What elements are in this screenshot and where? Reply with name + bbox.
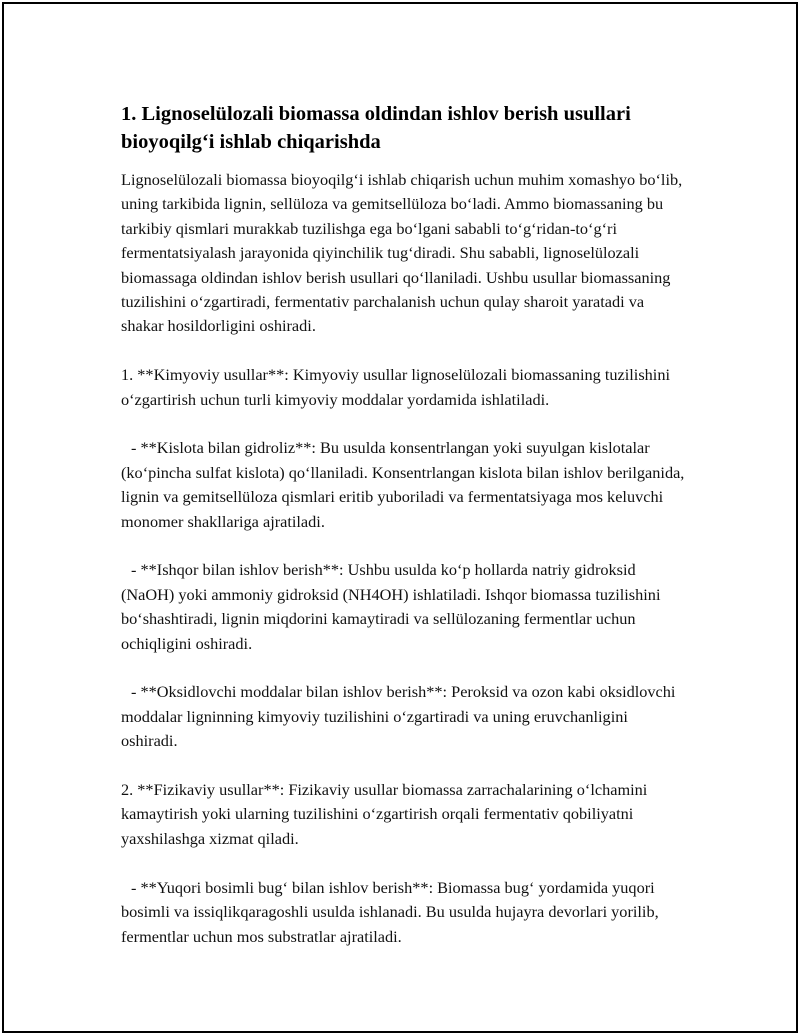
page-frame	[2, 2, 798, 1033]
document-body	[121, 100, 687, 973]
alkali-treatment-paragraph: - **Ishqor bilan ishlov berish**: Ushbu usulda ko‘p hollarda natriy gidroksid (NaOH) yoki ammoniy gidroksid (NH4OH) ishlatiladi. Ishqor biomassa tuzilishini bo‘shashtiradi, lignin miqdorini kamaytiradi va sellülozaning fermentlar uchun ochiqligini oshiradi.	[121, 560, 661, 653]
physical-methods-paragraph: 2. **Fizikaviy usullar**: Fizikaviy usullar biomassa zarrachalarining o‘lchamini kamaytirish yoki ularning tuzilishini o‘zgartirish orqali fermentativ qobiliyatni yaxshilashga xizmat qiladi.	[121, 780, 648, 848]
intro-paragraph: Lignoselülozali biomassa bioyoqilg‘i ishlab chiqarish uchun muhim xomashyo bo‘lib, uning tarkibida lignin, sellüloza va gemitsellüloza bo‘ladi. Ammo biomassaning bu tarkibiy qismlari murakkab tuzilishga ega bo‘lgani sababli to‘g‘ridan-to‘g‘ri fermentatsiyalash jarayonida qiyinchilik tug‘diradi. Shu sababli, lignoselülozali biomassaga oldindan ishlov berish usullari qo‘llaniladi. Ushbu usullar biomassaning tuzilishini o‘zgartiradi, fermentativ parchalanish uchun qulay sharoit yaratadi va shakar hosildorligini oshiradi.	[121, 170, 683, 336]
oxidizing-agents-paragraph: - **Oksidlovchi moddalar bilan ishlov berish**: Peroksid va ozon kabi oksidlovchi moddalar ligninning kimyoviy tuzilishini o‘zgartiradi va uning eruvchanligini oshiradi.	[121, 682, 676, 751]
steam-treatment-paragraph: - **Yuqori bosimli bug‘ bilan ishlov berish**: Biomassa bug‘ yordamida yuqori bosimli va issiqlikqaragoshli usulda ishlanadi. Bu usulda hujayra devorlari yorilib, fermentlar uchun mos substratlar ajratiladi.	[121, 877, 659, 946]
acid-hydrolysis-paragraph: - **Kislota bilan gidroliz**: Bu usulda konsentrlangan yoki suyulgan kislotalar (ko‘pincha sulfat kislota) qo‘llaniladi. Konsentrlangan kislota bilan ishlov berilganida, lignin va gemitsellüloza qismlari eritib yuboriladi va fermentatsiyaga mos keluvchi monomer shakllariga ajratiladi.	[121, 438, 685, 531]
chemical-methods-paragraph: 1. **Kimyoviy usullar**: Kimyoviy usullar lignoselülozali biomassaning tuzilishini o‘zgartirish uchun turli kimyoviy moddalar yordamida ishlatiladi.	[121, 365, 670, 409]
document-title: 1. Lignoselülozali biomassa oldindan ishlov berish usullari bioyoqilg‘i ishlab chiqarishda	[121, 103, 631, 153]
